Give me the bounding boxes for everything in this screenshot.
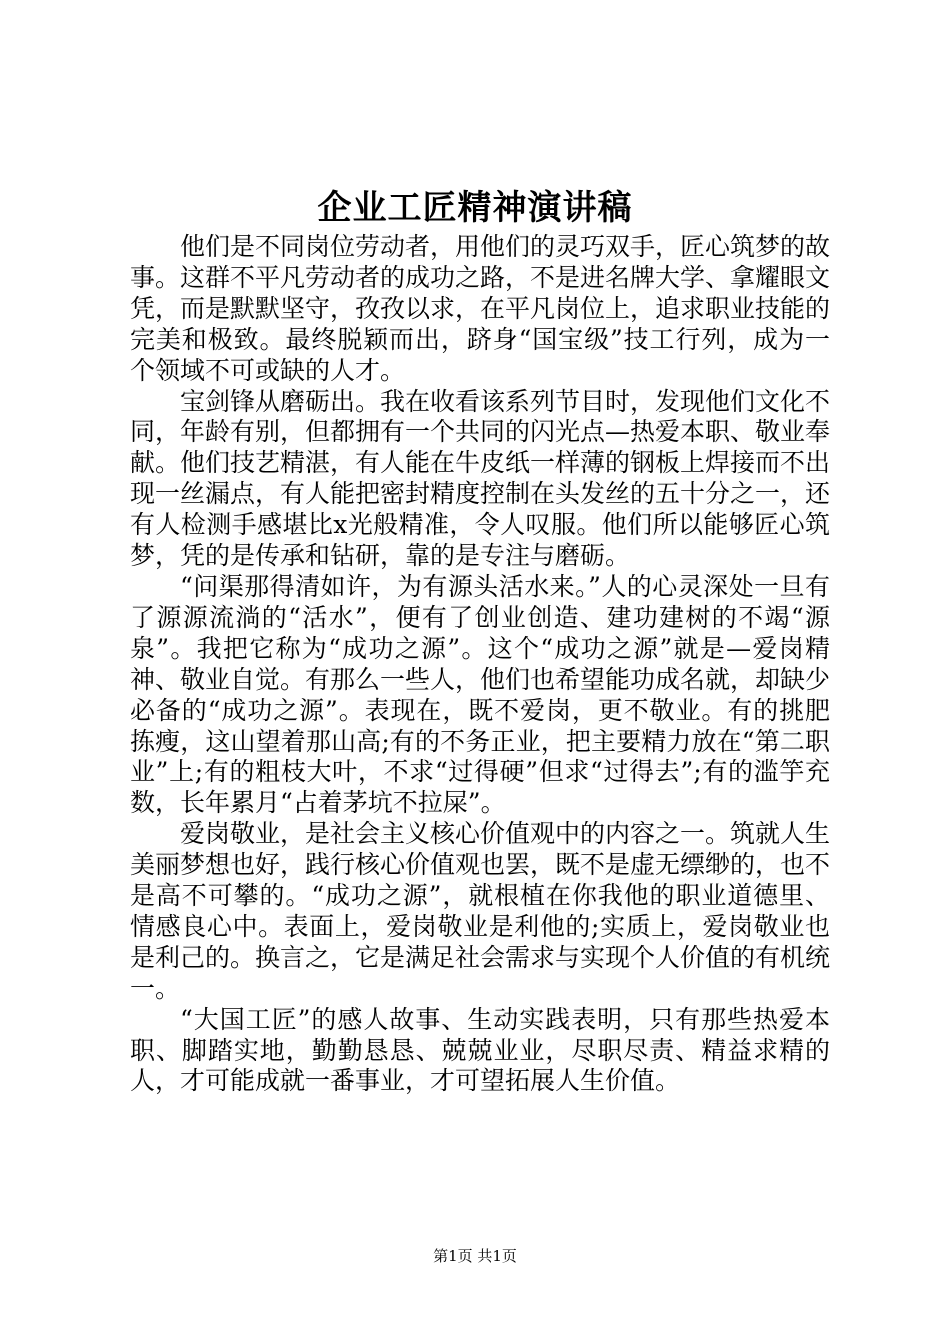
paragraph-4: 爱岗敬业，是社会主义核心价值观中的内容之一。筑就人生美丽梦想也好，践行核心价值观也罢，既不是虚无缥缈的，也不是高不可攀的。“成功之源”，就根植在你我他的职业道德里、情感良心中。表面上，爱岗敬业是利他的;实质上，爱岗敬业也是利己的。换言之，它是满足社会需求与实现个人价值的有机统一。 bbox=[130, 819, 831, 1003]
paragraph-5: “大国工匠”的感人故事、生动实践表明，只有那些热爱本职、脚踏实地，勤勤恳恳、兢兢业业，尽职尽责、精益求精的人，才可能成就一番事业，才可望拓展人生价值。 bbox=[130, 1004, 830, 1096]
paragraph-2: 宝剑锋从磨砺出。我在收看该系列节目时，发现他们文化不同，年龄有别，但都拥有一个共同的闪光点—热爱本职、敬业奉献。他们技艺精湛，有人能在牛皮纸一样薄的钢板上焊接而不出现一丝漏点，有人能把密封精度控制在头发丝的五十分之一，还有人检测手感堪比x光般精准，令人叹服。他们所以能够匠心筑梦，凭的是传承和钻研，靠的是专注与磨砺。 bbox=[130, 386, 831, 571]
paragraph-1: 他们是不同岗位劳动者，用他们的灵巧双手，匠心筑梦的故事。这群不平凡劳动者的成功之路，不是进名牌大学、拿耀眼文凭，而是默默坚守，孜孜以求，在平凡岗位上，追求职业技能的完美和极致。最终脱颖而出，跻身“国宝级”技工行列，成为一个领域不可或缺的人才。 bbox=[130, 232, 831, 385]
document-body bbox=[130, 232, 830, 1097]
paragraph-3: “问渠那得清如许，为有源头活水来。”人的心灵深处一旦有了源源流淌的“活水”，便有了创业创造、建功建树的不竭“源泉”。我把它称为“成功之源”。这个“成功之源”就是—爱岗精神、敬业自觉。有那么一些人，他们也希望能功成名就，却缺少必备的“成功之源”。表现在，既不爱岗，更不敬业。有的挑肥拣瘦，这山望着那山高;有的不务正业，把主要精力放在“第二职业”上;有的粗枝大叶，不求“过得硬”但求“过得去”;有的滥竽充数，长年累月“占着茅坑不拉屎”。 bbox=[130, 571, 831, 818]
document-title: 企业工匠精神演讲稿 bbox=[317, 188, 633, 228]
page-number-footer: 第1页 共1页 bbox=[433, 1247, 517, 1265]
